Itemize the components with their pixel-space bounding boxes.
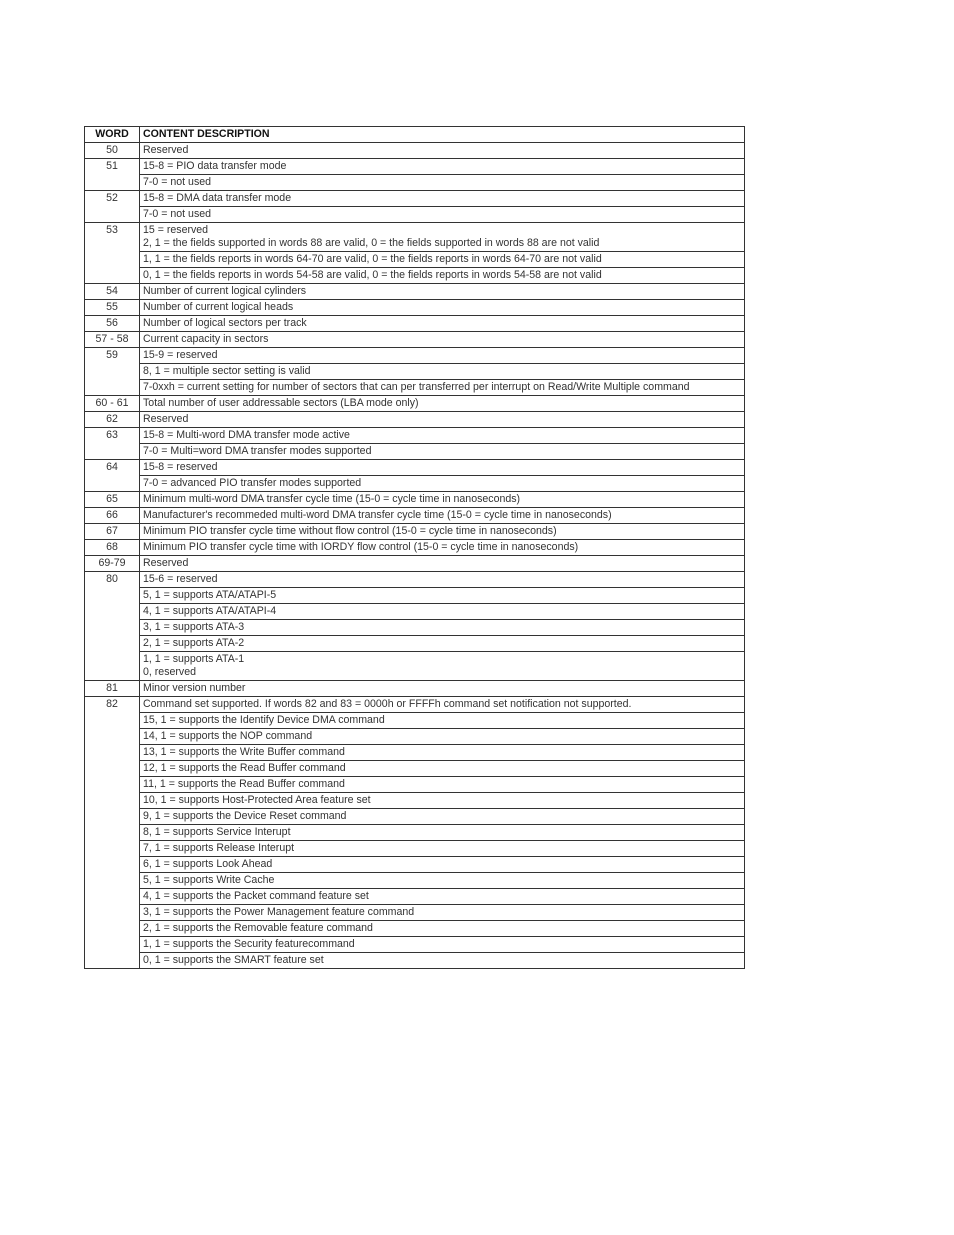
- description-cell: 14, 1 = supports the NOP command: [140, 729, 745, 745]
- table-row: [85, 889, 745, 905]
- description-cell: 15-6 = reserved: [140, 572, 745, 588]
- table-row: [85, 428, 745, 444]
- content-column-header: CONTENT DESCRIPTION: [140, 127, 745, 143]
- description-cell: 0, 1 = supports the SMART feature set: [140, 953, 745, 969]
- description-cell: 3, 1 = supports ATA-3: [140, 620, 745, 636]
- description-cell: 15-8 = DMA data transfer mode: [140, 191, 745, 207]
- table-row: [85, 175, 745, 191]
- table-row: [85, 604, 745, 620]
- table-row: [85, 300, 745, 316]
- table-row: [85, 412, 745, 428]
- description-cell: Total number of user addressable sectors (LBA mode only): [140, 396, 745, 412]
- table-row: [85, 476, 745, 492]
- table-row: [85, 284, 745, 300]
- table-row: [85, 937, 745, 953]
- table-row: [85, 953, 745, 969]
- table-row: [85, 777, 745, 793]
- word-cell: 60 - 61: [85, 396, 140, 412]
- description-cell: Minor version number: [140, 681, 745, 697]
- word-cell: 55: [85, 300, 140, 316]
- header-row: [85, 127, 745, 143]
- description-cell: 15-9 = reserved: [140, 348, 745, 364]
- description-cell: 15, 1 = supports the Identify Device DMA command: [140, 713, 745, 729]
- table-row: [85, 332, 745, 348]
- description-cell: Current capacity in sectors: [140, 332, 745, 348]
- table-row: [85, 492, 745, 508]
- table-row: [85, 793, 745, 809]
- table-row: [85, 745, 745, 761]
- description-cell: 1, 1 = supports the Security featurecommand: [140, 937, 745, 953]
- word-cell: 52: [85, 191, 140, 223]
- table-row: [85, 729, 745, 745]
- description-cell: Reserved: [140, 556, 745, 572]
- description-cell: Number of logical sectors per track: [140, 316, 745, 332]
- description-cell: 13, 1 = supports the Write Buffer command: [140, 745, 745, 761]
- word-cell: 68: [85, 540, 140, 556]
- description-cell: 2, 1 = supports ATA-2: [140, 636, 745, 652]
- table-row: [85, 143, 745, 159]
- table-row: [85, 207, 745, 223]
- description-cell: 15-8 = PIO data transfer mode: [140, 159, 745, 175]
- description-cell: 4, 1 = supports ATA/ATAPI-4: [140, 604, 745, 620]
- description-cell: 2, 1 = supports the Removable feature command: [140, 921, 745, 937]
- word-cell: 65: [85, 492, 140, 508]
- description-cell: 7-0xxh = current setting for number of sectors that can per transferred per interrupt on Read/Write Multiple command: [140, 380, 745, 396]
- table-row: [85, 697, 745, 713]
- description-cell: 7-0 = not used: [140, 207, 745, 223]
- table-row: [85, 620, 745, 636]
- word-cell: 62: [85, 412, 140, 428]
- word-cell: 63: [85, 428, 140, 460]
- table-row: [85, 508, 745, 524]
- word-cell: 64: [85, 460, 140, 492]
- table-row: [85, 316, 745, 332]
- description-cell: 6, 1 = supports Look Ahead: [140, 857, 745, 873]
- word-cell: 50: [85, 143, 140, 159]
- word-cell: 66: [85, 508, 140, 524]
- table-row: [85, 713, 745, 729]
- description-cell: Command set supported. If words 82 and 83 = 0000h or FFFFh command set notification not supported.: [140, 697, 745, 713]
- word-cell: 53: [85, 223, 140, 284]
- description-cell: 8, 1 = supports Service Interupt: [140, 825, 745, 841]
- word-cell: 57 - 58: [85, 332, 140, 348]
- table-row: [85, 380, 745, 396]
- table-row: [85, 460, 745, 476]
- word-column-header: WORD: [85, 127, 140, 143]
- word-cell: 81: [85, 681, 140, 697]
- description-cell: 7-0 = not used: [140, 175, 745, 191]
- table-row: [85, 588, 745, 604]
- table-row: [85, 873, 745, 889]
- table-row: [85, 364, 745, 380]
- word-cell: 59: [85, 348, 140, 396]
- table-row: [85, 396, 745, 412]
- description-cell: 5, 1 = supports Write Cache: [140, 873, 745, 889]
- word-cell: 51: [85, 159, 140, 191]
- description-cell: 11, 1 = supports the Read Buffer command: [140, 777, 745, 793]
- table-row: [85, 540, 745, 556]
- description-cell: 15 = reserved 2, 1 = the fields supported in words 88 are valid, 0 = the fields supported in words 88 are not valid: [140, 223, 745, 252]
- table-body: [85, 143, 745, 969]
- description-cell: 15-8 = Multi-word DMA transfer mode active: [140, 428, 745, 444]
- table-row: [85, 572, 745, 588]
- word-cell: 80: [85, 572, 140, 681]
- word-cell: 54: [85, 284, 140, 300]
- table-row: [85, 159, 745, 175]
- description-cell: 7-0 = Multi=word DMA transfer modes supported: [140, 444, 745, 460]
- table-row: [85, 348, 745, 364]
- description-cell: Manufacturer's recommeded multi-word DMA transfer cycle time (15-0 = cycle time in nanoseconds): [140, 508, 745, 524]
- description-cell: 5, 1 = supports ATA/ATAPI-5: [140, 588, 745, 604]
- word-cell: 82: [85, 697, 140, 969]
- table-row: [85, 652, 745, 681]
- description-cell: 7-0 = advanced PIO transfer modes supported: [140, 476, 745, 492]
- description-cell: Number of current logical cylinders: [140, 284, 745, 300]
- table-row: [85, 761, 745, 777]
- description-cell: Minimum multi-word DMA transfer cycle time (15-0 = cycle time in nanoseconds): [140, 492, 745, 508]
- table-row: [85, 857, 745, 873]
- table-row: [85, 636, 745, 652]
- description-cell: 8, 1 = multiple sector setting is valid: [140, 364, 745, 380]
- description-cell: Minimum PIO transfer cycle time without flow control (15-0 = cycle time in nanoseconds): [140, 524, 745, 540]
- description-cell: Minimum PIO transfer cycle time with IORDY flow control (15-0 = cycle time in nanoseconds): [140, 540, 745, 556]
- description-cell: 12, 1 = supports the Read Buffer command: [140, 761, 745, 777]
- description-cell: 3, 1 = supports the Power Management feature command: [140, 905, 745, 921]
- description-cell: 15-8 = reserved: [140, 460, 745, 476]
- table-row: [85, 905, 745, 921]
- description-cell: Reserved: [140, 412, 745, 428]
- description-cell: Number of current logical heads: [140, 300, 745, 316]
- table-row: [85, 444, 745, 460]
- table-row: [85, 825, 745, 841]
- description-cell: 7, 1 = supports Release Interupt: [140, 841, 745, 857]
- identify-device-table: [84, 126, 745, 969]
- table-row: [85, 223, 745, 252]
- table-row: [85, 681, 745, 697]
- description-cell: 9, 1 = supports the Device Reset command: [140, 809, 745, 825]
- table-row: [85, 268, 745, 284]
- table-row: [85, 524, 745, 540]
- description-cell: Reserved: [140, 143, 745, 159]
- description-cell: 4, 1 = supports the Packet command feature set: [140, 889, 745, 905]
- table-row: [85, 191, 745, 207]
- table-row: [85, 809, 745, 825]
- description-cell: 1, 1 = supports ATA-1 0, reserved: [140, 652, 745, 681]
- table-row: [85, 252, 745, 268]
- description-cell: 1, 1 = the fields reports in words 64-70 are valid, 0 = the fields reports in words 64-70 are not valid: [140, 252, 745, 268]
- word-cell: 56: [85, 316, 140, 332]
- word-cell: 69-79: [85, 556, 140, 572]
- table-row: [85, 841, 745, 857]
- table-row: [85, 556, 745, 572]
- description-cell: 0, 1 = the fields reports in words 54-58 are valid, 0 = the fields reports in words 54-58 are not valid: [140, 268, 745, 284]
- description-cell: 10, 1 = supports Host-Protected Area feature set: [140, 793, 745, 809]
- word-cell: 67: [85, 524, 140, 540]
- table-row: [85, 921, 745, 937]
